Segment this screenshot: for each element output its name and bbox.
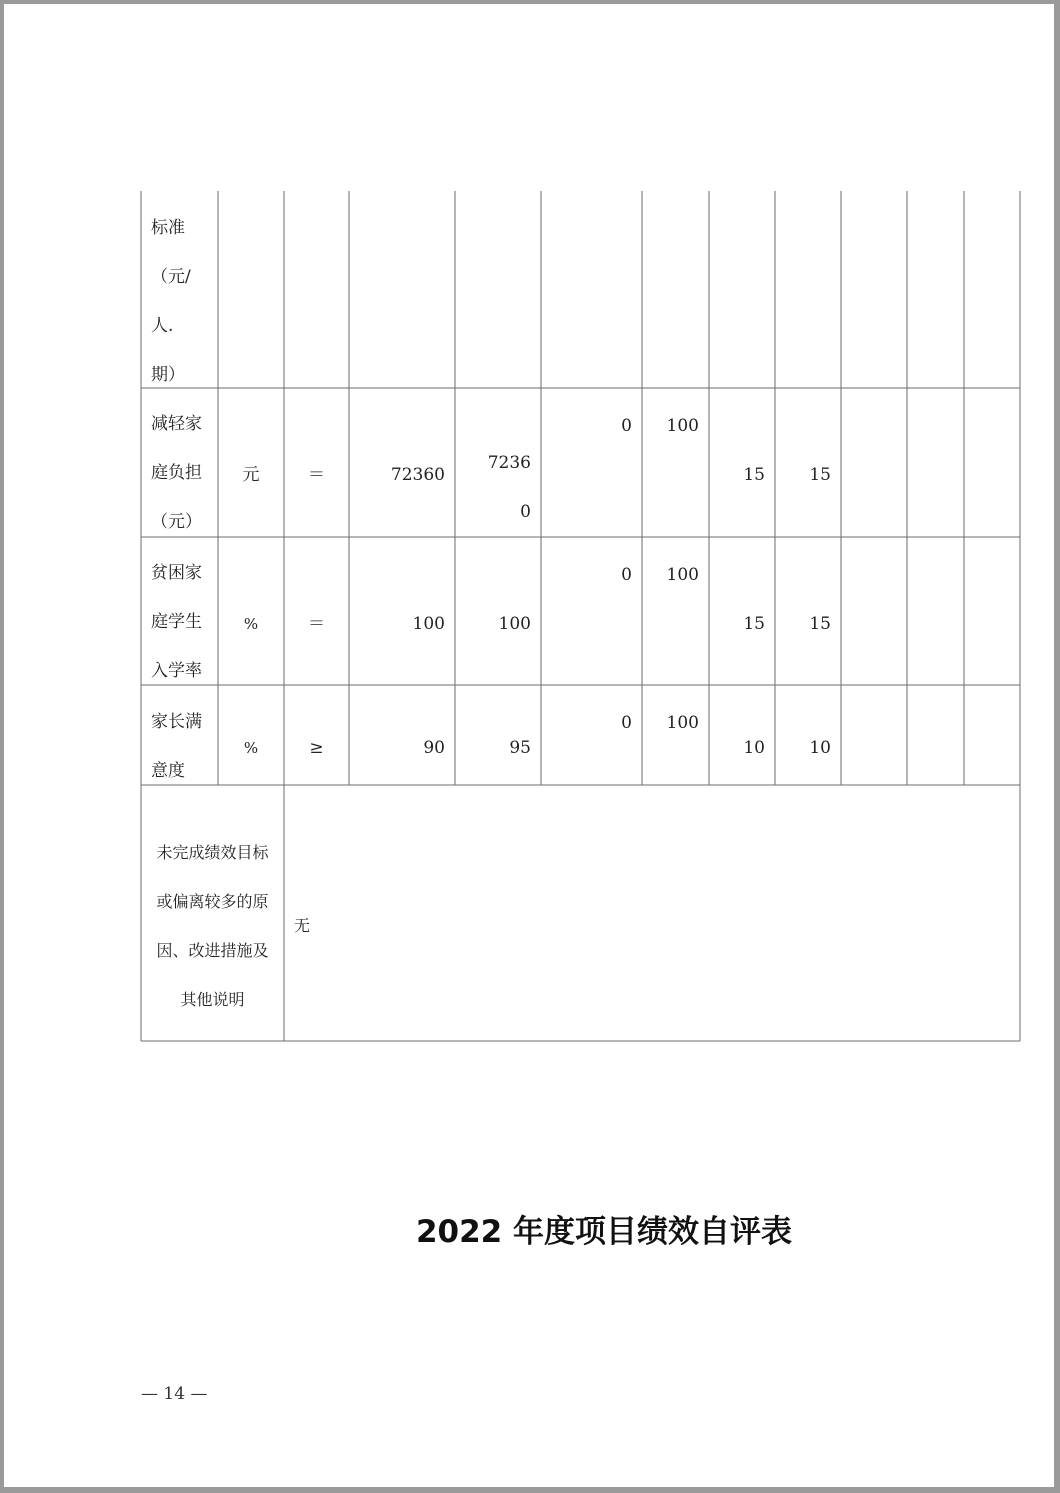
cell-value: 100 [666, 565, 699, 585]
indicator-name: 减轻家 庭负担 （元） [151, 414, 202, 532]
cell-value: 0 [621, 713, 632, 733]
indicator-name: 贫困家 庭学生 入学率 [151, 563, 202, 681]
notes-value: 无 [294, 916, 311, 935]
operator-cell: ＝ [308, 465, 325, 485]
weight-value: 15 [743, 465, 765, 485]
unit-cell: 元 [242, 465, 260, 485]
score-value: 10 [809, 738, 831, 758]
page-title: 2022 年度项目绩效自评表 [415, 1214, 793, 1250]
document-page [4, 4, 1054, 1487]
actual-value: 7236 0 [487, 453, 531, 522]
unit-cell: % [243, 739, 259, 757]
score-value: 15 [809, 465, 831, 485]
score-value: 15 [809, 614, 831, 634]
indicator-name: 标准 （元/ 人. 期） [151, 218, 191, 385]
cell-value: 100 [666, 713, 699, 733]
cell-value: 0 [621, 416, 632, 436]
target-value: 100 [412, 614, 445, 634]
cell-value: 100 [666, 416, 699, 436]
cell-value: 0 [621, 565, 632, 585]
operator-cell: ＝ [308, 614, 325, 634]
indicator-name: 家长满 意度 [151, 712, 202, 781]
actual-value: 95 [509, 738, 531, 758]
target-value: 72360 [390, 465, 445, 485]
page-number: — 14 — [141, 1384, 208, 1404]
weight-value: 10 [743, 738, 765, 758]
weight-value: 15 [743, 614, 765, 634]
operator-cell: ≥ [309, 738, 324, 758]
notes-label: 未完成绩效目标 或偏离较多的原 因、改进措施及 其他说明 [156, 843, 269, 1009]
actual-value: 100 [498, 614, 531, 634]
target-value: 90 [423, 738, 445, 758]
unit-cell: % [243, 615, 259, 633]
